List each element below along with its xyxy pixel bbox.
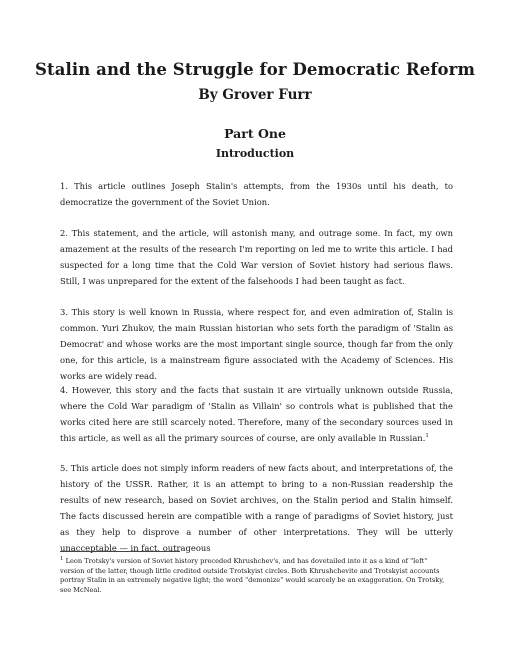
paragraph-3: 3. This story is well known in Russia, where respect for, and even admiration of, Stalin is common. Yuri Zhukov, the main Russian historian who sets forth the paradigm of 'Stalin as Democrat' and whose works are the most important single source, though far from the only one, for this article, is a mainstream figure associated with the Academy of Sciences. His works are widely read. — [60, 307, 453, 381]
footnote-marker[interactable]: 1 — [425, 433, 429, 440]
section-heading: Introduction — [215, 147, 295, 160]
footnote-text: Leon Trotsky's version of Soviet history preceded Khrushchev's, and has dovetailed into it as a kind of "left" version of the latter, though little credited outside Trotskyist circles. Both Khrushchevite and Trotskyist accounts portray Stalin in an extremely negative light; the word "demonize" would scarcely be an exaggeration. On Trotsky, see McNeal. — [60, 557, 445, 594]
paragraph-2: 2. This statement, and the article, will astonish many, and outrage some. In fact, my own amazement at the results of the research I'm reporting on led me to write this article. I had suspected for a long time that the Cold War version of Soviet history had serious flaws. Still, I was unprepared for the extent of the falsehoods I had been taught as fact. — [60, 228, 453, 286]
document-title: Stalin and the Struggle for Democratic Reform — [34, 60, 476, 79]
paragraph-4-text: 4. However, this story and the facts that sustain it are virtually unknown outside Russia, where the Cold War paradigm of 'Stalin as Villain' so controls what is published that the works cited here are still scarcely noted. Therefore, many of the secondary sources used in this article, as well as all the primary sources of course, are only available in Russian. — [60, 385, 453, 443]
footnote — [60, 557, 453, 595]
part-heading: Part One — [224, 126, 286, 141]
footnote-number: 1 — [60, 555, 64, 562]
document-author: By Grover Furr — [198, 87, 312, 103]
footnote-divider — [60, 551, 180, 552]
paragraph-1: 1. This article outlines Joseph Stalin's attempts, from the 1930s until his death, to democratize the government of the Soviet Union. — [60, 181, 453, 207]
paragraph-5: 5. This article does not simply inform readers of new facts about, and interpretations of, the history of the USSR. Rather, it is an attempt to bring to a non-Russian readership the results of new research, based on Soviet archives, on the Stalin period and Stalin himself. The facts discussed herein are compatible with a range of paradigms of Soviet history, just as they help to disprove a number of other interpretations. They will be utterly unacceptable — in fact, outrageous — [60, 463, 453, 553]
paragraph-4 — [60, 382, 453, 446]
